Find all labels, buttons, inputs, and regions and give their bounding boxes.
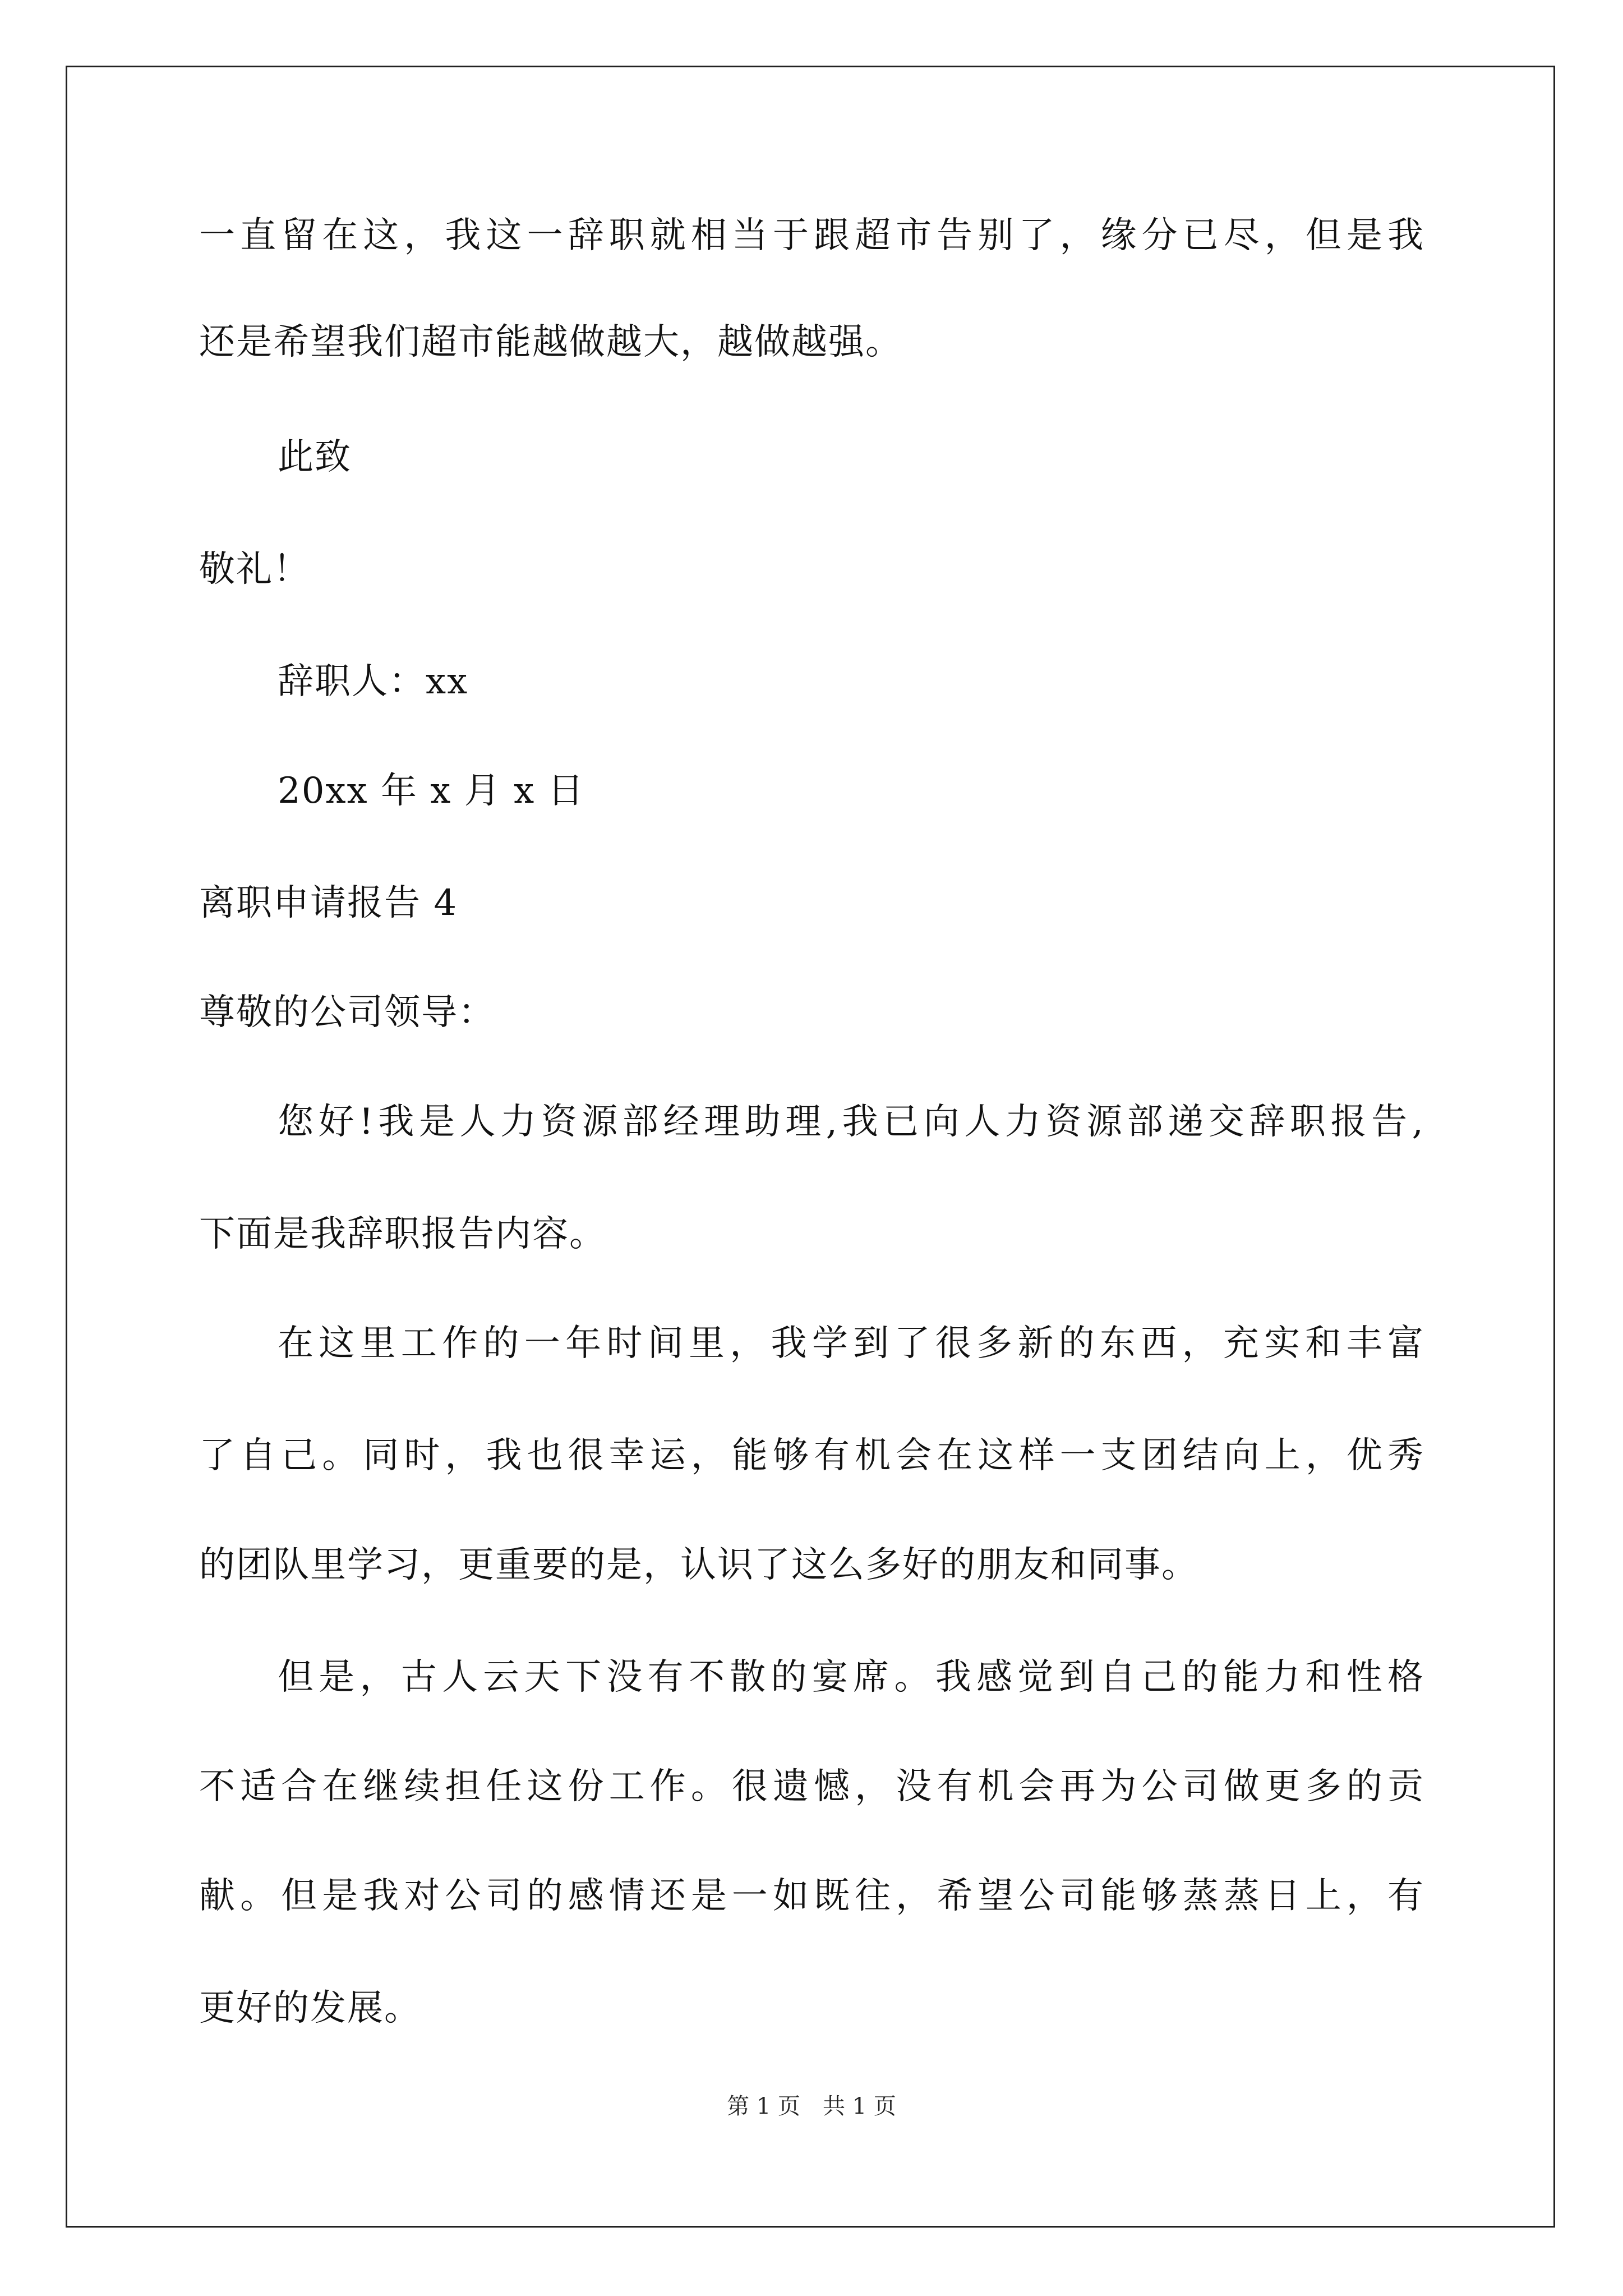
paragraph-2-line-2: 下面是我辞职报告内容。	[199, 1213, 606, 1255]
page-number-footer: 第 1 页 共 1 页	[727, 2093, 896, 2119]
salute-text: 敬礼！	[199, 549, 310, 590]
paragraph-1-line-1: 一直留在这，我这一辞职就相当于跟超市告别了，缘分已尽，但是我	[199, 215, 1424, 256]
paragraph-4-line-1: 但是，古人云天下没有不散的宴席。我感觉到自己的能力和性格	[278, 1657, 1424, 1698]
paragraph-2-line-1: 您好!我是人力资源部经理助理,我已向人力资源部递交辞职报告,	[278, 1101, 1424, 1143]
paragraph-4-line-4: 更好的发展。	[199, 1987, 421, 2029]
paragraph-4-line-2: 不适合在继续担任这份工作。很遗憾，没有机会再为公司做更多的贡	[199, 1766, 1424, 1807]
section-title: 离职申请报告 4	[199, 882, 458, 924]
paragraph-3-line-2: 了自己。同时，我也很幸运，能够有机会在这样一支团结向上，优秀	[199, 1435, 1424, 1476]
paragraph-1-line-2: 还是希望我们超市能越做越大，越做越强。	[199, 321, 902, 363]
closing-text: 此致	[278, 436, 352, 478]
greeting-text: 尊敬的公司领导：	[199, 992, 495, 1033]
signer-text: 辞职人：xx	[278, 661, 469, 702]
paragraph-3-line-1: 在这里工作的一年时间里，我学到了很多新的东西，充实和丰富	[278, 1323, 1424, 1364]
date-text: 20xx 年 x 月 x 日	[278, 770, 585, 812]
paragraph-4-line-3: 献。但是我对公司的感情还是一如既往，希望公司能够蒸蒸日上，有	[199, 1875, 1424, 1917]
paragraph-3-line-3: 的团队里学习，更重要的是，认识了这么多好的朋友和同事。	[199, 1544, 1198, 1586]
